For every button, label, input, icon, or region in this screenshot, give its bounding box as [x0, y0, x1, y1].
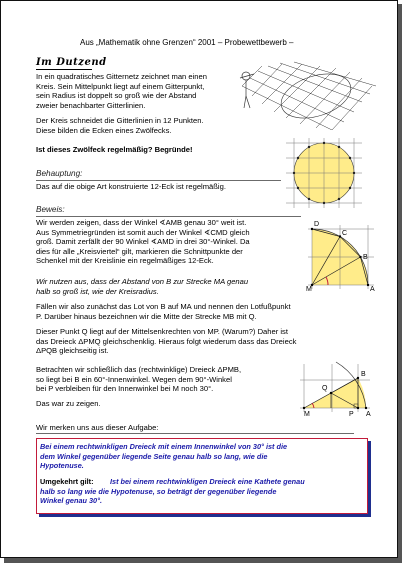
proof-p3-line-3: Dieser Punkt Q liegt auf der Mittelsenkrechten von MP. (Warum?) Daher ist [36, 327, 288, 336]
proof-p4-line-3: bei P verbleiben für den Innenwinkel bei M noch 30°. [36, 384, 214, 393]
proof-p2-line-2: halb so groß ist, wie der Kreisradius. [36, 286, 159, 296]
remember-heading-rule [36, 433, 354, 434]
label-M: M [306, 286, 312, 292]
label-D: D [314, 221, 320, 228]
perspective-grid-figure [232, 56, 380, 130]
proof-p1-line-5: Schenkel mit der Kreislinie ein regelmäßiges 12-Eck. [36, 256, 214, 265]
label-A: A [370, 286, 375, 292]
rule-line-3: Hypotenuse. [40, 461, 84, 470]
rule2-line-3: Winkel genau 30°. [40, 496, 103, 505]
claim-heading: Behauptung: [36, 169, 83, 178]
qed: Das war zu zeigen. [36, 399, 101, 408]
circle-grid-figure [280, 134, 368, 212]
intro-line-4: zweier benachbarter Gitterlinien. [36, 100, 146, 110]
proof-p4-line-1: Betrachten wir schließlich das (rechtwinklige) Dreieck ΔPMB, [36, 365, 242, 374]
claim-heading-rule [36, 180, 281, 181]
rule-line-1: Bei einem rechtwinkligen Dreieck mit einem Innenwinkel von 30° ist die [40, 442, 288, 451]
proof-p1-line-4: dies für alle „Kreisviertel“ gilt, markieren die Schnittpunkte der [36, 246, 243, 256]
proof-p4-line-2: so liegt bei B ein 60°-Innenwinkel. Wegen dem 90°-Winkel [36, 374, 232, 384]
page-header: Aus „Mathematik ohne Grenzen“ 2001 – Probewettbewerb – [80, 38, 294, 47]
proof-p3-line-5: ΔPQB gleichseitig ist. [36, 346, 109, 355]
proof-p3-line-2: P. Darüber hinaus bezeichnen wir die Mitte der Strecke MB mit Q. [36, 311, 257, 321]
question: Ist dieses Zwölfeck regelmäßig? Begründe! [36, 145, 193, 154]
label-B: B [363, 254, 368, 261]
label-Q: Q [322, 385, 328, 392]
rule2-line-2: halb so lang wie die Hypotenuse, so beträgt der gegenüber liegende [40, 486, 277, 496]
label-M-2: M [304, 411, 310, 416]
intro2-line-1: Der Kreis schneidet die Gitterlinien in 12 Punkten. [36, 116, 204, 125]
label-C: C [342, 230, 348, 237]
intro-line-2: Kreis. Sein Mittelpunkt liegt auf einem Gitterpunkt, [36, 81, 205, 91]
rule-line-2: dem Winkel gegenüber liegende Seite genau halb so lang, wie die [40, 451, 268, 461]
quarter-circle-figure [304, 217, 378, 292]
proof-p3-line-4: das Dreieck ΔPMQ gleichschenklig. Hieraus folgt wiederum dass das Dreieck [36, 336, 297, 346]
task-title-underline [36, 69, 92, 70]
proof-heading: Beweis: [36, 205, 65, 214]
task-title: Im Dutzend [36, 57, 107, 68]
label-B-2: B [361, 371, 366, 378]
intro2-line-2: Diese bilden die Ecken eines Zwölfecks. [36, 125, 172, 135]
proof-p1-line-1: Wir werden zeigen, dass der Winkel ∢AMB genau 30° weit ist. [36, 218, 247, 227]
intro-line-3: sein Radius ist doppelt so groß wie der Abstand [36, 91, 197, 100]
page-shadow-bottom [4, 558, 402, 563]
rule2-line-1: Ist bei einem rechtwinkligen Dreieck eine Kathete genau [110, 477, 305, 486]
label-P: P [349, 411, 354, 416]
proof-p3-line-1: Fällen wir also zunächst das Lot von B auf MA und nennen den Lotfußpunkt [36, 302, 291, 311]
reverse-label: Umgekehrt gilt: [40, 477, 94, 486]
proof-heading-rule [36, 216, 301, 217]
page-shadow-right [398, 4, 402, 563]
proof-p1-line-2: Aus Symmetriegründen ist somit auch der Winkel ∢CMD gleich [36, 227, 250, 237]
claim-text: Das auf die obige Art konstruierte 12-Eck ist regelmäßig. [36, 182, 226, 191]
remember-heading: Wir merken uns aus dieser Aufgabe: [36, 423, 159, 432]
proof-p2-line-1: Wir nutzen aus, dass der Abstand von B zur Strecke MA genau [36, 277, 249, 286]
proof-p1-line-3: groß. Damit zerfällt der 90 Winkel ∢AMD in drei 30°-Winkel. Da [36, 237, 250, 246]
intro-line-1: In ein quadratisches Gitternetz zeichnet man einen [36, 72, 207, 81]
label-A-2: A [366, 411, 371, 416]
triangle-pmb-figure [296, 360, 374, 416]
